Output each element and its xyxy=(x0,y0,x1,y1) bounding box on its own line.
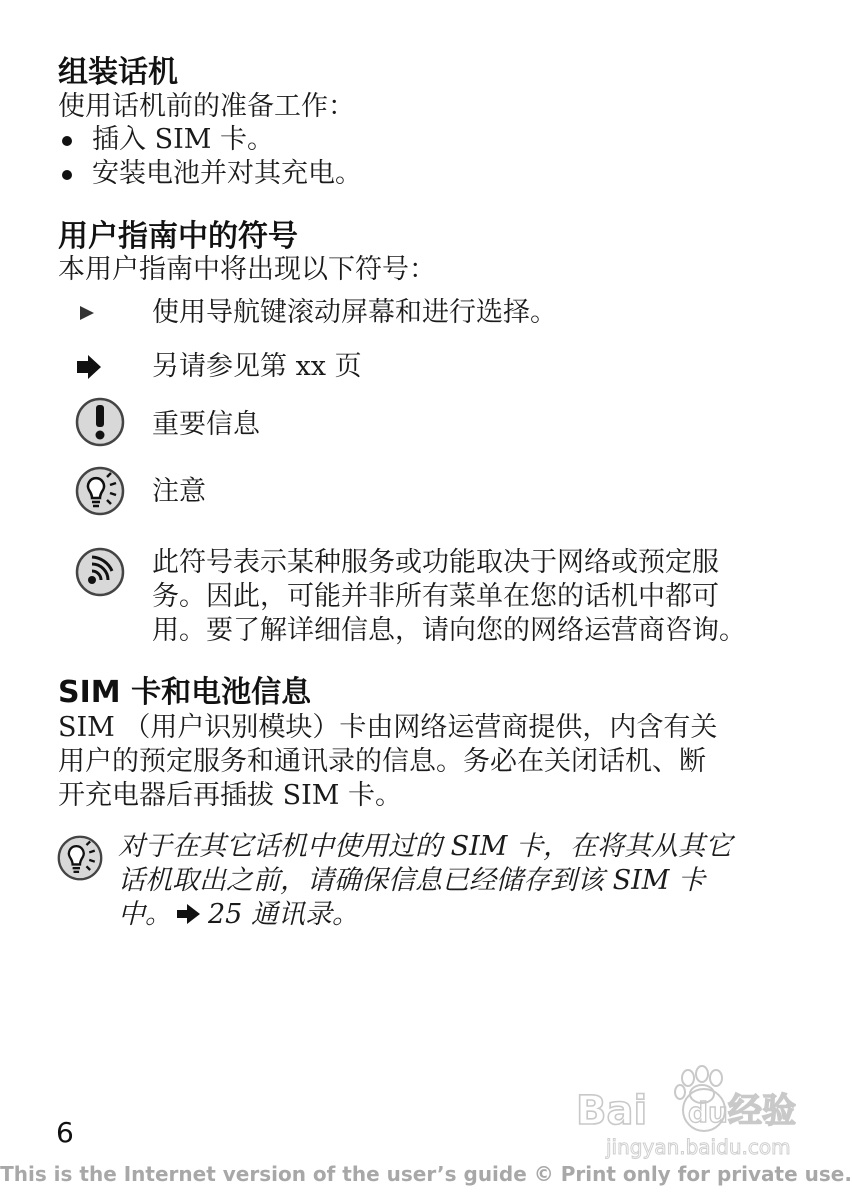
symbol-text: 注意 xyxy=(152,476,206,507)
network-service-icon xyxy=(74,546,126,598)
page-number: 6 xyxy=(56,1116,74,1149)
body-text: SIM （用户识别模块）卡由网络运营商提供，内含有关 xyxy=(58,712,718,743)
symbol-text: 另请参见第 xx 页 xyxy=(152,351,362,382)
lightbulb-icon xyxy=(56,834,104,882)
list-item: 安装电池并对其充电。 xyxy=(58,157,362,191)
note-text: 对于在其它话机中使用过的 SIM 卡，在将其从其它 话机取出之前，请确保信息已经储存到该 SIM 卡 中。 25 通讯录。 xyxy=(118,831,732,930)
symbol-text: 重要信息 xyxy=(152,409,260,440)
svg-text:jingyan.baidu.com: jingyan.baidu.com xyxy=(606,1135,791,1159)
section-heading-symbols: 用户指南中的符号 xyxy=(58,219,298,254)
bullet-list xyxy=(58,123,362,191)
baidu-paw-logo xyxy=(576,1062,812,1162)
section-intro-symbols: 本用户指南中将出现以下符号： xyxy=(58,254,436,285)
bullet-icon xyxy=(62,170,72,180)
section-intro-assemble: 使用话机前的准备工作： xyxy=(58,91,355,122)
lightbulb-icon xyxy=(74,465,126,517)
symbol-text: 务。因此，可能并非所有菜单在您的话机中都可 xyxy=(152,581,719,612)
svg-text:经验: 经验 xyxy=(728,1091,796,1131)
section-heading-assemble: 组装话机 xyxy=(58,55,178,90)
right-arrow-icon xyxy=(74,350,126,402)
symbol-text: 此符号表示某种服务或功能取决于网络或预定服 xyxy=(152,547,719,578)
svg-text:du: du xyxy=(688,1096,728,1129)
section-heading-sim-battery: SIM 卡和电池信息 xyxy=(58,675,312,710)
right-arrow-icon xyxy=(176,903,202,925)
body-text: 用户的预定服务和通讯录的信息。务必在关闭话机、断 xyxy=(58,746,706,777)
footer-notice: This is the Internet version of the user’s guide © Print only for private use. xyxy=(0,1162,852,1186)
symbol-text: 用。要了解详细信息，请向您的网络运营商咨询。 xyxy=(152,615,746,646)
cross-reference-link[interactable]: 25 通讯录。 xyxy=(208,899,359,930)
symbol-text: 使用导航键滚动屏幕和进行选择。 xyxy=(152,297,557,328)
svg-text:Bai: Bai xyxy=(576,1088,648,1134)
bullet-icon xyxy=(62,136,72,146)
exclamation-icon xyxy=(74,396,126,448)
baidu-watermark xyxy=(576,1062,812,1162)
list-item: 插入 SIM 卡。 xyxy=(58,123,362,157)
triangle-arrow-icon xyxy=(74,296,126,348)
body-text: 开充电器后再插拔 SIM 卡。 xyxy=(58,780,402,811)
